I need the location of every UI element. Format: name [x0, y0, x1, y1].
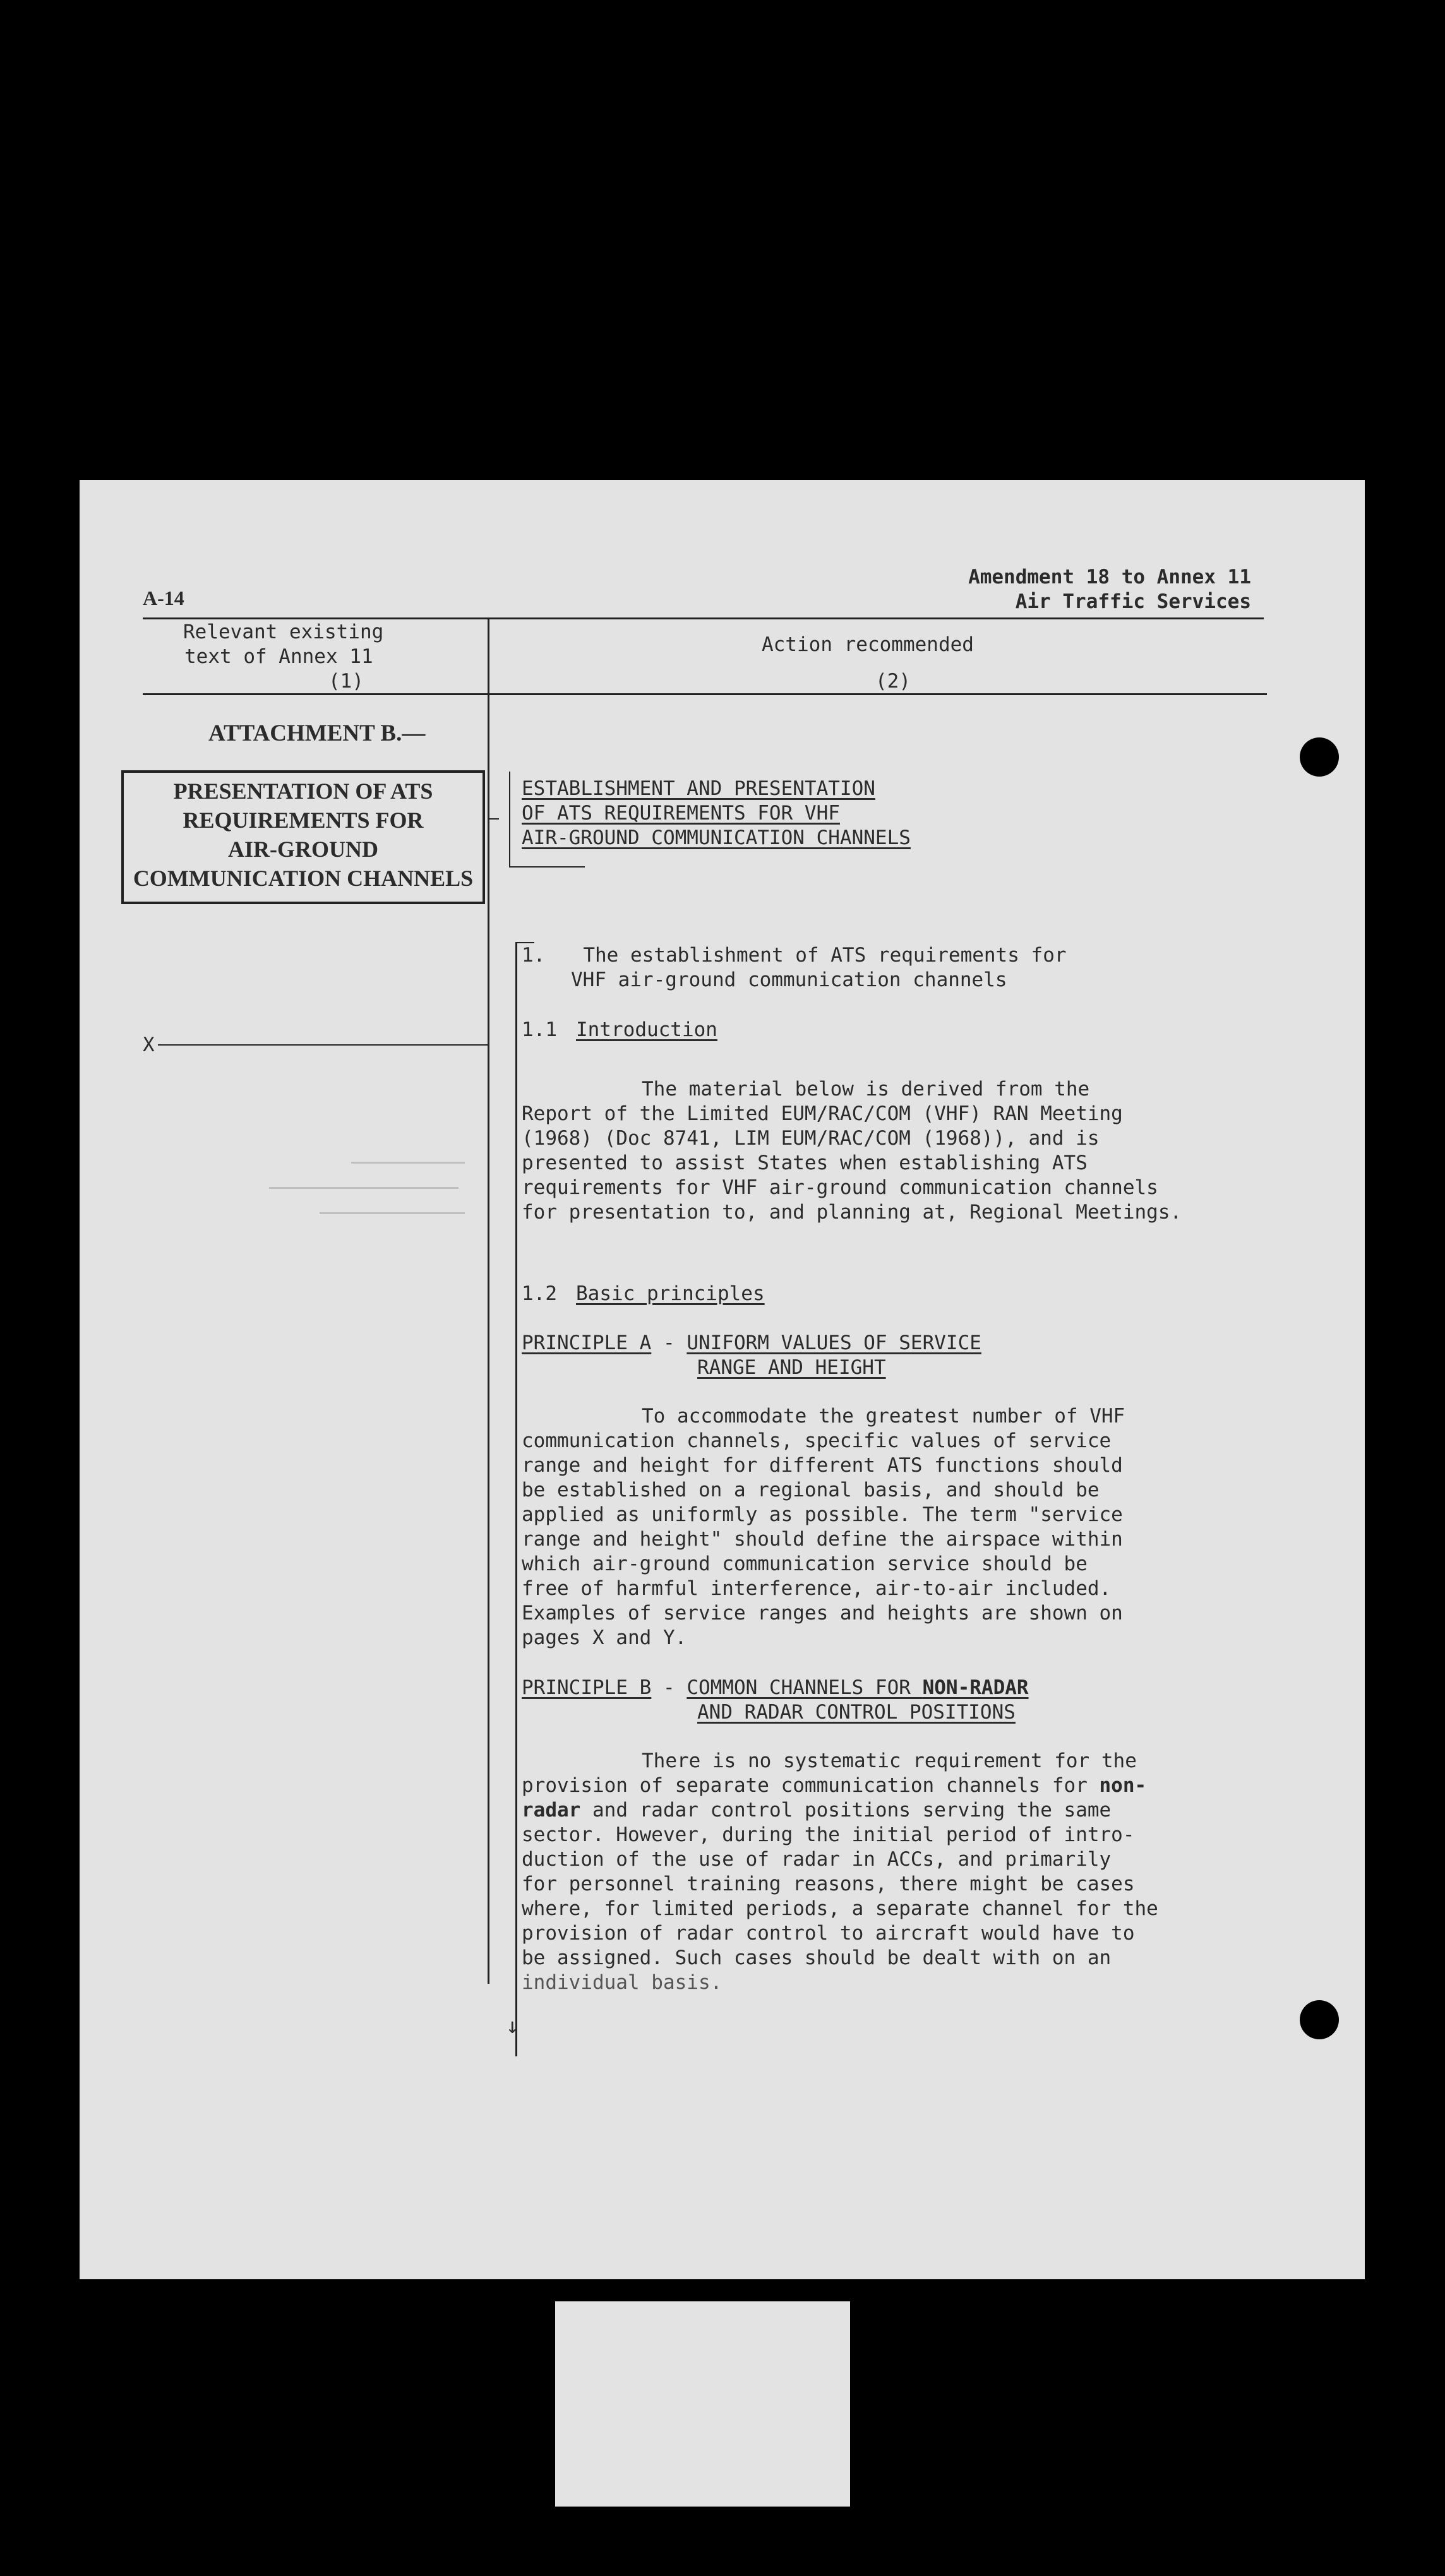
column-1-heading-line1: Relevant existing	[183, 621, 384, 643]
principle-b-line: where, for limited periods, a separate channel for the	[522, 1897, 1158, 1920]
principle-b-line-part: provision of separate communication channels for	[522, 1774, 1100, 1797]
section-title-line1: ESTABLISHMENT AND PRESENTATION	[522, 777, 875, 800]
header-rule	[143, 617, 1264, 619]
column-1-number: (1)	[328, 670, 364, 693]
intro-line: presented to assist States when establishing ATS	[522, 1152, 1088, 1174]
intro-line: requirements for VHF air-ground communication channels	[522, 1176, 1158, 1199]
column-heading-rule	[143, 693, 1267, 695]
principle-a-paragraph	[522, 1404, 1125, 1650]
section-1-title-line1: The establishment of ATS requirements for	[583, 944, 1067, 967]
boxed-title-line3: AIR-GROUND	[228, 837, 378, 862]
boxed-title-line4: COMMUNICATION CHANNELS	[133, 866, 474, 891]
principle-b-bold-part: radar	[522, 1799, 581, 1822]
principle-a-line: communication channels, specific values of service	[522, 1429, 1112, 1452]
section-1-number: 1.	[522, 944, 546, 967]
intro-line: (1968) (Doc 8741, LIM EUM/RAC/COM (1968)), and is	[522, 1127, 1100, 1150]
principle-b-line: There is no systematic requirement for the	[642, 1750, 1137, 1772]
title-connector	[488, 818, 499, 820]
document-page	[80, 480, 1365, 2279]
intro-line: The material below is derived from the	[642, 1078, 1090, 1100]
bleed-through-mark	[269, 1187, 459, 1189]
principle-a-line: To accommodate the greatest number of VHF	[642, 1405, 1125, 1428]
principle-b-line: individual basis.	[522, 1971, 722, 1994]
boxed-title-line2: REQUIREMENTS FOR	[183, 808, 424, 833]
binder-hole-bottom	[1300, 2000, 1339, 2039]
intro-line: for presentation to, and planning at, Regional Meetings.	[522, 1201, 1182, 1224]
principle-b-heading: PRINCIPLE B - COMMON CHANNELS FOR NON-RADAR AND RADAR CONTROL POSITIONS	[522, 1676, 1029, 1724]
principle-a-line: applied as uniformly as possible. The term "service	[522, 1503, 1123, 1526]
bleed-through-mark	[351, 1162, 465, 1164]
principle-a-line: be established on a regional basis, and should be	[522, 1479, 1100, 1501]
principle-b-title-line2: AND RADAR CONTROL POSITIONS	[697, 1701, 1016, 1724]
principle-b-line: be assigned. Such cases should be dealt with on an	[522, 1947, 1112, 1969]
principle-b-paragraph	[522, 1749, 1158, 1995]
subsection-1-2-heading	[522, 1282, 765, 1306]
title-bracket-foot	[509, 866, 585, 868]
insertion-line	[515, 942, 517, 2056]
principle-b-line: duction of the use of radar in ACCs, and primarily	[522, 1848, 1112, 1871]
blank-label-card	[555, 2301, 850, 2507]
column-1-heading	[183, 620, 512, 694]
amendment-title: Amendment 18 to Annex 11	[968, 566, 1251, 588]
principle-b-title-line1: COMMON CHANNELS FOR	[687, 1676, 923, 1699]
x-marker: X	[143, 1034, 155, 1056]
principle-b-bold-part: non-	[1099, 1774, 1147, 1797]
subsection-1-1-heading	[522, 1018, 717, 1042]
principle-a-label: PRINCIPLE A	[522, 1332, 652, 1354]
introduction-paragraph	[522, 1077, 1182, 1225]
principle-b-title-bold: NON-RADAR	[922, 1676, 1029, 1699]
boxed-title	[121, 770, 485, 904]
insertion-arrow-icon: ↓	[506, 2013, 519, 2039]
principle-a-line: pages X and Y.	[522, 1626, 687, 1649]
running-header	[968, 565, 1251, 614]
principle-a-line: free of harmful interference, air-to-air included.	[522, 1577, 1112, 1600]
section-title-line3: AIR-GROUND COMMUNICATION CHANNELS	[522, 826, 911, 849]
principle-a-title-line1: UNIFORM VALUES OF SERVICE	[687, 1332, 981, 1354]
principle-b-line: for personnel training reasons, there might be cases	[522, 1873, 1135, 1895]
page-number: A-14	[143, 587, 184, 609]
boxed-title-line1: PRESENTATION OF ATS	[173, 778, 433, 804]
principle-b-label: PRINCIPLE B	[522, 1676, 652, 1699]
principle-b-line: provision of radar control to aircraft would have to	[522, 1922, 1135, 1945]
principle-a-title-line2: RANGE AND HEIGHT	[697, 1356, 886, 1379]
principle-a-line: range and height for different ATS functions should	[522, 1454, 1123, 1477]
subsection-1-2-title: Basic principles	[576, 1282, 765, 1305]
section-title	[522, 777, 911, 850]
principle-a-heading: PRINCIPLE A - UNIFORM VALUES OF SERVICE RANGE AND HEIGHT	[522, 1332, 981, 1379]
column-2-heading: Action recommended	[762, 633, 974, 656]
column-2-number: (2)	[875, 670, 911, 693]
column-1-heading-line2: text of Annex 11	[184, 645, 373, 668]
principle-a-line: Examples of service ranges and heights are shown on	[522, 1602, 1123, 1625]
section-1-title-line2: VHF air-ground communication channels	[571, 969, 1007, 991]
intro-line: Report of the Limited EUM/RAC/COM (VHF) RAN Meeting	[522, 1102, 1123, 1125]
principle-a-line: range and height" should define the airspace within	[522, 1528, 1123, 1551]
section-title-line2: OF ATS REQUIREMENTS FOR VHF	[522, 802, 840, 825]
subsection-1-1-title: Introduction	[576, 1018, 717, 1041]
title-bracket	[509, 772, 510, 866]
column-divider	[488, 619, 489, 1984]
principle-b-line: sector. However, during the initial period of intro-	[522, 1823, 1135, 1846]
principle-a-line: which air-ground communication service should be	[522, 1553, 1088, 1575]
x-marker-line	[158, 1044, 488, 1046]
bleed-through-mark	[320, 1212, 465, 1214]
principle-b-line-part: and radar control positions serving the same	[580, 1799, 1112, 1822]
subsection-1-1-number: 1.1	[522, 1018, 557, 1041]
section-1-heading	[522, 943, 1067, 993]
binder-hole-top	[1300, 737, 1339, 777]
annex-title: Air Traffic Services	[1015, 590, 1251, 613]
subsection-1-2-number: 1.2	[522, 1282, 557, 1305]
attachment-heading: ATTACHMENT B.—	[208, 720, 426, 746]
